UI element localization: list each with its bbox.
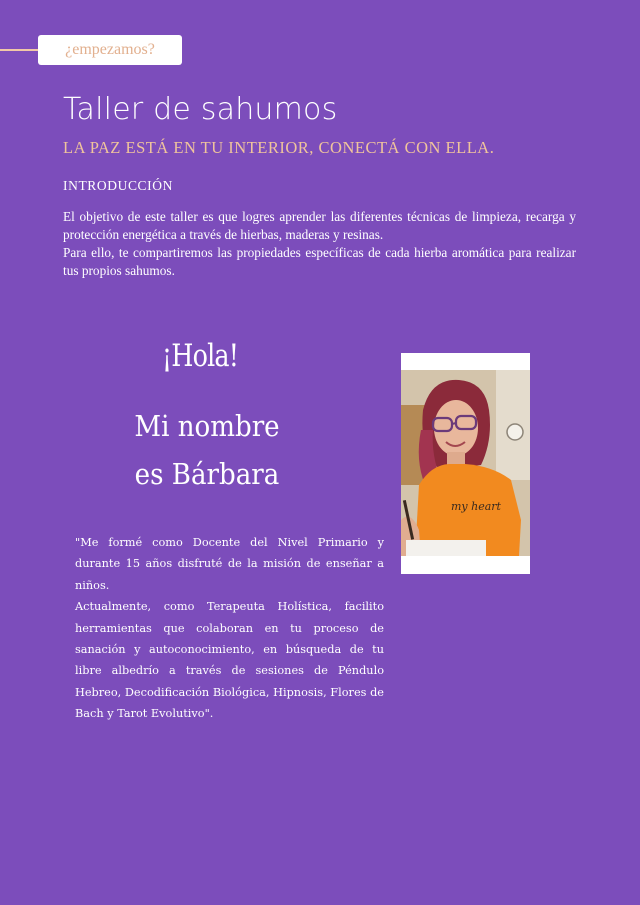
bio-paragraph-2: Actualmente, como Terapeuta Holística, facilito herramientas que colaboran en tu proceso de sanación y autoconocimiento, en búsqueda de tu libre albedrío a través de sesiones de Péndulo Hebreo, Decodificación Biológica, Hipnosis, Flores de Bach y Tarot Evolutivo". [75,600,384,721]
intro-paragraph-2: Para ello, te compartiremos las propiedades específicas de cada hierba aromática para realizar tus propios sahumos. [63,245,576,278]
name-line-2: es Bárbara [134,457,280,491]
name-line-1: Mi nombre [134,409,280,443]
decorative-line [0,49,40,51]
intro-paragraph-1: El objetivo de este taller es que logres aprender las diferentes técnicas de limpieza, recarga y protección energética a través de hierbas, maderas y resinas. [63,209,576,242]
profile-photo [401,370,530,556]
bio-text [75,532,384,725]
bio-paragraph-1: "Me formé como Docente del Nivel Primario y durante 15 años disfruté de la misión de enseñar a niños. [75,536,384,592]
greeting: ¡Hola! [161,338,239,374]
shirt-print-text: my heart [451,500,501,513]
intro-heading: INTRODUCCIÓN [63,178,173,193]
empezamos-tag: ¿empezamos? [38,35,182,65]
intro-text [63,208,576,280]
portrait-illustration [401,370,530,556]
page-title: Taller de sahumos [63,92,338,127]
profile-photo-frame [401,353,530,574]
page-subtitle: LA PAZ ESTÁ EN TU INTERIOR, CONECTÁ CON ELLA. [63,138,495,157]
